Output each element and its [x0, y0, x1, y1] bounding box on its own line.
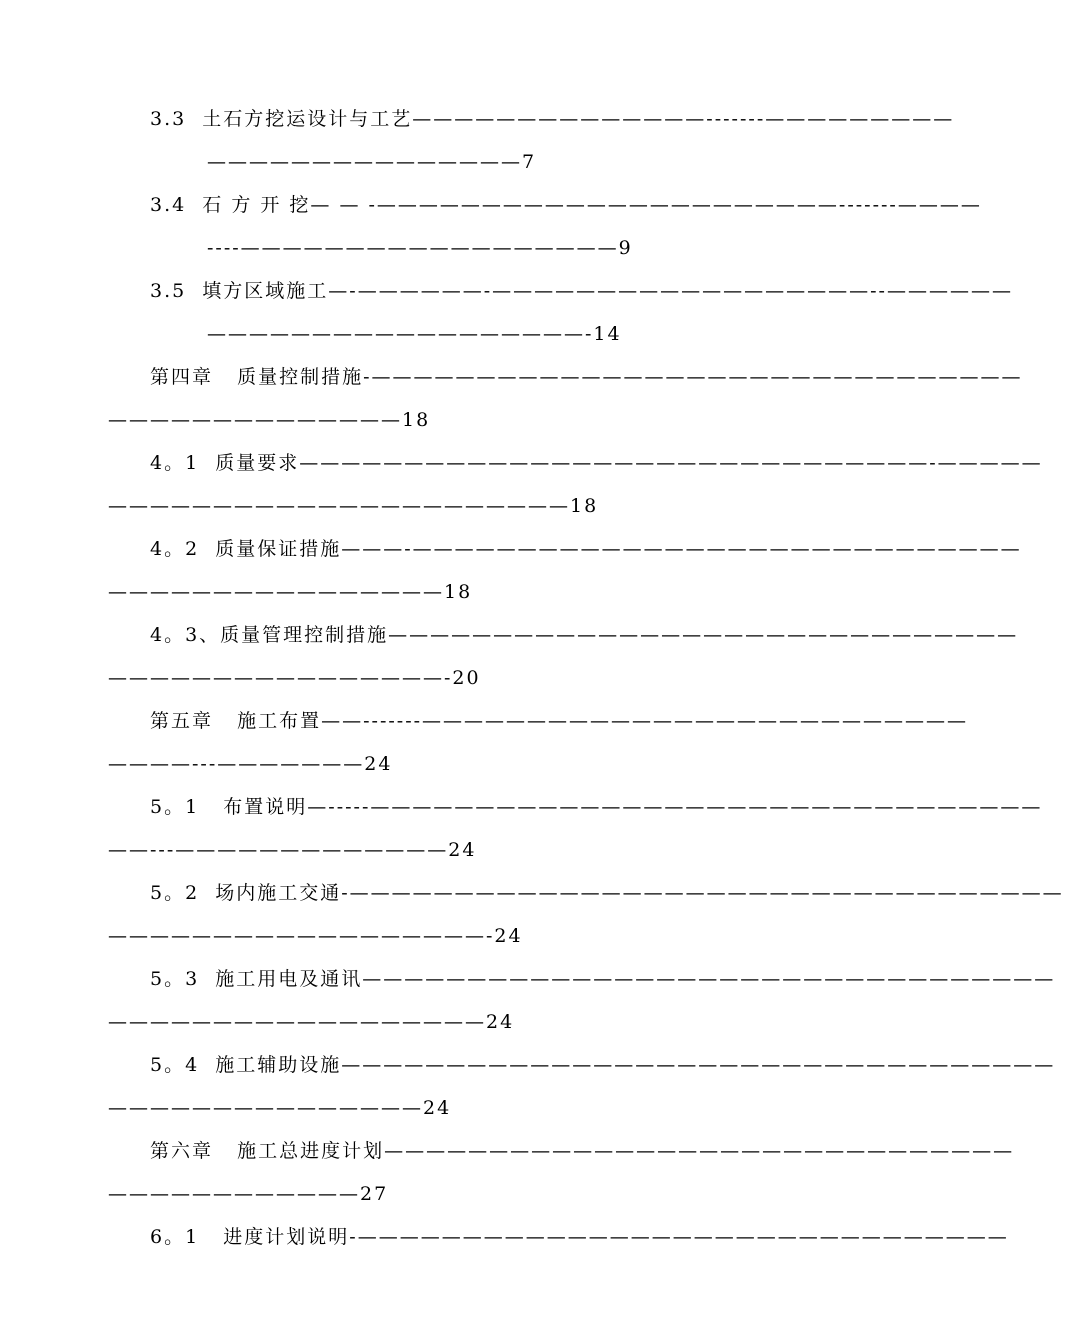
toc-chapter-4-page: ——————————————18	[108, 409, 431, 431]
toc-entry-5-2-title: 5。2 场内施工交通-——————————————————————————————————	[150, 882, 1064, 904]
toc-entry-4-3-title: 4。3、质量管理控制措施——————————————————————————————	[150, 624, 1019, 646]
toc-entry-3-3-page: ———————————————7	[207, 151, 537, 173]
toc-entry-5-1-title: 5。1 布置说明—-----————————————————————————————————	[150, 796, 1043, 818]
toc-chapter-4-title: 第四章 质量控制措施-———————————————————————————————	[150, 366, 1023, 388]
toc-chapter-6-page: ————————————27	[108, 1183, 389, 1205]
toc-entry-3-4-title: 3.4 石 方 开 挖— — -——————————————————————-------————	[150, 194, 982, 216]
toc-entry-3-4-page: ----——————————————————9	[207, 237, 633, 259]
toc-chapter-6-title: 第六章 施工总进度计划——————————————————————————————	[150, 1140, 1015, 1162]
toc-entry-5-3-page: ——————————————————24	[108, 1011, 515, 1033]
toc-chapter-5-page: ————---———————24	[108, 753, 393, 775]
toc-entry-4-1-title: 4。1 质量要求——————————————————————————————-—————	[150, 452, 1043, 474]
toc-entry-5-3-title: 5。3 施工用电及通讯—————————————————————————————————	[150, 968, 1056, 990]
toc-entry-3-3-title: 3.3 土石方挖运设计与工艺——————————————-------—————————	[150, 108, 955, 130]
toc-entry-6-1-title: 6。1 进度计划说明-———————————————————————————————	[150, 1226, 1009, 1248]
toc-chapter-5-title: 第五章 施工布置——-------——————————————————————————	[150, 710, 969, 732]
toc-entry-5-4-title: 5。4 施工辅助设施——————————————————————————————————	[150, 1054, 1056, 1076]
toc-entry-4-3-page: ————————————————-20	[108, 667, 481, 689]
toc-entry-5-1-page: ——---—————————————24	[108, 839, 477, 861]
toc-entry-5-2-page: ——————————————————-24	[108, 925, 523, 947]
toc-entry-3-5-page: ——————————————————-14	[207, 323, 622, 345]
toc-entry-4-2-title: 4。2 质量保证措施———-—————————————————————————————	[150, 538, 1022, 560]
toc-entry-4-2-page: ————————————————18	[108, 581, 473, 603]
toc-entry-3-5-title: 3.5 填方区域施工—-——————-——————————————————--——————	[150, 280, 1013, 302]
toc-entry-4-1-page: ——————————————————————18	[108, 495, 599, 517]
toc-entry-5-4-page: ———————————————24	[108, 1097, 452, 1119]
